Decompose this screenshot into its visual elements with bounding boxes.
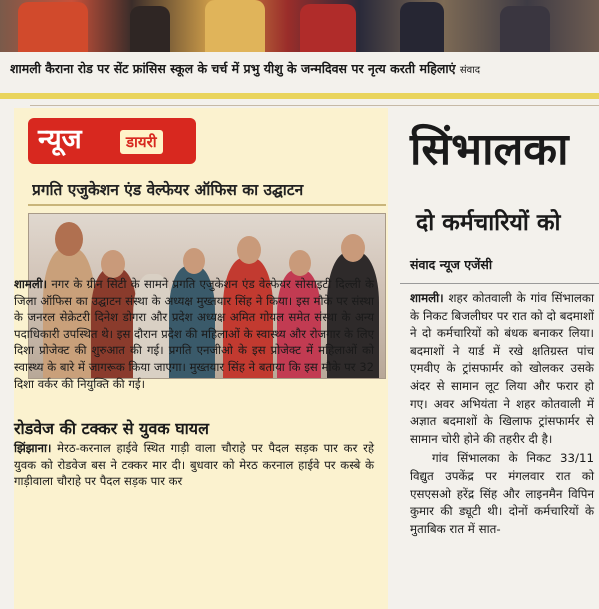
- right-story-byline: संवाद न्यूज एजेंसी: [410, 257, 493, 272]
- photo-head: [183, 248, 205, 274]
- right-story-title: सिंभालका: [410, 124, 569, 175]
- photo-figure: [400, 2, 444, 52]
- badge-word-news: न्यूज: [38, 124, 82, 155]
- photo-caption-text: शामली कैराना रोड पर सेंट फ्रांसिस स्कूल के चर्च में प्रभु यीशु के जन्मदिवस पर नृत्य करती महिलाएं: [10, 61, 456, 76]
- right-story-body: [410, 290, 594, 538]
- news-diary-badge: [28, 118, 196, 164]
- photo-head: [289, 250, 311, 276]
- story1-body: [14, 276, 374, 392]
- photo-figure: [500, 6, 550, 52]
- photo-caption: [10, 56, 590, 84]
- story2-dateline: झिंझाना।: [14, 441, 52, 455]
- headline-underline: [28, 204, 386, 206]
- yellow-divider: [0, 93, 599, 99]
- right-story-para1: [410, 290, 594, 448]
- photo-figure: [130, 6, 170, 52]
- right-story-para1-text: शहर कोतवाली के गांव सिंभालका के निकट बिजलीघर पर रात को दो बदमाशों ने दो कर्मचारियों को बंधक बनाकर लिया। बदमाशों ने यार्ड में रखे क्षतिग्रस्त पांच एमवीए के ट्रांसफार्मर को खोलकर उसके अंदर से सामान लूट लिया और फरार हो गए। अवर अभियंता ने शहर कोतवाली में अज्ञात बदमाशों के खिलाफ ट्रांसफार्मर से सामान चोरी होने की तहरीर दी है।: [410, 291, 594, 446]
- story2-text: मेरठ-करनाल हाईवे स्थित गाड़ी वाला चौराहे पर पैदल सड़क पार कर रहे युवक को रोडवेज बस ने टक्कर मार दी। बुधवार को मेरठ करनाल हाईवे पर कस्बे के गाड़ीवाला चौराहे पर पैदल सड़क पार कर: [14, 441, 375, 489]
- badge-word-diary: डायरी: [120, 130, 163, 154]
- photo-head: [55, 222, 83, 256]
- photo-figure: [205, 0, 265, 52]
- story1-headline: प्रगति एजुकेशन एंड वेल्फेयर ऑफिस का उद्घाटन: [32, 181, 304, 199]
- top-photo: [0, 0, 599, 52]
- right-story-subtitle: दो कर्मचारियों को: [416, 210, 561, 236]
- photo-head: [101, 250, 125, 278]
- story2-headline: रोडवेज की टक्कर से युवक घायल: [14, 419, 209, 438]
- story1-text: नगर के ग्रीन सिटी के सामने प्रगति एजुकेशन एंड वेल्फेयर सोसाइटी दिल्ली के जिला ऑफिस का उद्घाटन संस्था के अध्यक्ष मुख्तयार सिंह ने किया। इस मौके पर संस्था के जनरल सेक्रेटरी दिनेश डोगरा और प्रदेश अध्यक्ष अमित गोयल समेत संस्था के अन्य पदाधिकारी उपस्थित थे। इस दौरान प्रदेश की महिलाओं के स्वास्थ्य और रोजगार के लिए दिशा प्रोजेक्ट की शुरुआत की गई। प्रगति एनजीओ के इस प्रोजेक्ट में महिलाओं को स्वास्थ्य के बारे में जागरूक किया जाएगा। मुख्तयार सिंह ने बताया कि इस मौके पर 32 दिशा वर्कर की नियुक्ति की गई।: [14, 277, 374, 391]
- right-story-para2: गांव सिंभालका के निकट 33/11 विद्युत उपकेंद्र पर मंगलवार रात को एसएसओ हरेंद्र सिंह और लाइनमैन विपिन कुमार की ड्यूटी थी। दोनों कर्मचारियों के मुताबिक रात में सात-: [410, 451, 594, 536]
- story2-body: [14, 440, 374, 490]
- thin-divider: [30, 105, 599, 106]
- photo-figure: [18, 2, 88, 52]
- right-story-dateline: शामली।: [410, 291, 444, 305]
- photo-head: [341, 234, 365, 262]
- photo-figure: [300, 4, 356, 52]
- right-story-divider: [400, 283, 599, 284]
- photo-caption-credit: संवाद: [459, 65, 481, 76]
- story1-dateline: शामली।: [14, 277, 48, 291]
- photo-head: [237, 236, 261, 264]
